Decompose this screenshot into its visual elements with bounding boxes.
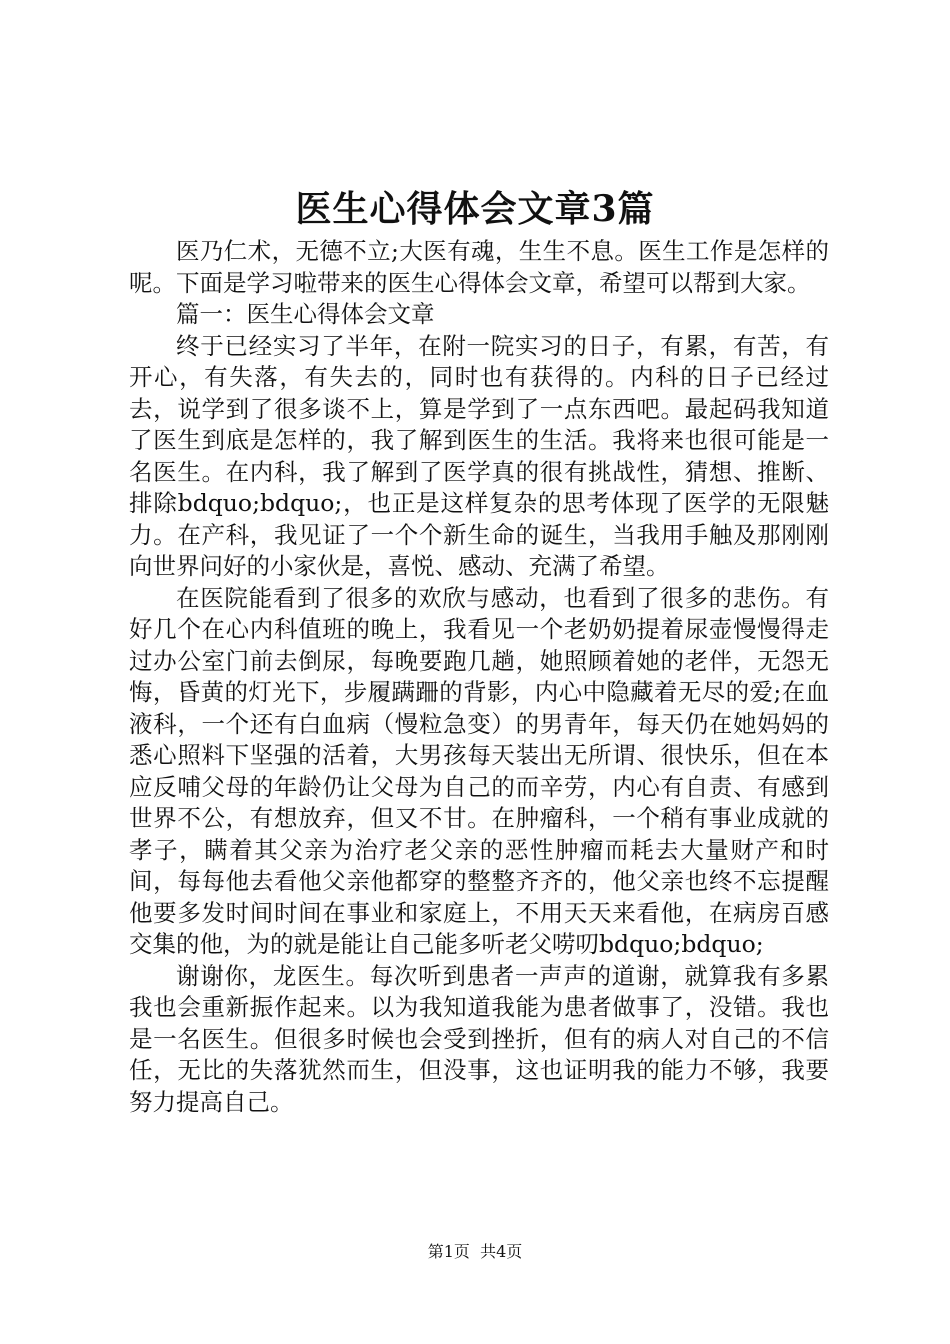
paragraph: 谢谢你，龙医生。每次听到患者一声声的道谢，就算我有多累我也会重新振作起来。以为我知道我能为患者做事了，没错。我也是一名医生。但很多时候也会受到挫折，但有的病人对自己的不信任，无比的失落犹然而生，但没事，这也证明我的能力不够，我要努力提高自己。: [129, 961, 829, 1116]
paragraph-intro: 医乃仁术，无德不立;大医有魂，生生不息。医生工作是怎样的呢。下面是学习啦带来的医生心得体会文章，希望可以帮到大家。: [129, 237, 829, 297]
paragraph: 在医院能看到了很多的欢欣与感动，也看到了很多的悲伤。有好几个在心内科值班的晚上，我看见一个老奶奶提着尿壶慢慢得走过办公室门前去倒尿，每晚要跑几趟，她照顾着她的老伴，无怨无悔，昏黄的灯光下，步履蹒跚的背影，内心中隐藏着无尽的爱;在血液科，一个还有白血病（慢粒急变）的男青年，每天仍在她妈妈的悉心照料下坚强的活着，大男孩每天装出无所谓、很快乐，但在本应反哺父母的年龄仍让父母为自己的而辛劳，内心有自责、有感到世界不公，有想放弃，但又不甘。在肿瘤科，一个稍有事业成就的孝子，瞒着其父亲为治疗老父亲的恶性肿瘤而耗去大量财产和时间，每每他去看他父亲他都穿的整整齐齐的，他父亲也终不忘提醒他要多发时间时间在事业和家庭上，不用天天来看他，在病房百感交集的他，为的就是能让自己能多听老父唠叨bdquo;bdquo;: [129, 583, 829, 958]
document-title: 医生心得体会文章3篇: [295, 188, 655, 230]
paragraph: 终于已经实习了半年，在附一院实习的日子，有累，有苦，有开心，有失落，有失去的，同时也有获得的。内科的日子已经过去，说学到了很多谈不上，算是学到了一点东西吧。最起码我知道了医生到底是怎样的，我了解到医生的生活。我将来也很可能是一名医生。在内科，我了解到了医学真的很有挑战性，猜想、推断、排除bdquo;bdquo;，也正是这样复杂的思考体现了医学的无限魅力。在产科，我见证了一个个新生命的诞生，当我用手触及那刚刚向世界问好的小家伙是，喜悦、感动、充满了希望。: [129, 331, 829, 580]
page-footer: 第1页 共4页: [427, 1242, 523, 1261]
section-heading: 篇一：医生心得体会文章: [176, 300, 435, 328]
document-body: [129, 236, 829, 1118]
